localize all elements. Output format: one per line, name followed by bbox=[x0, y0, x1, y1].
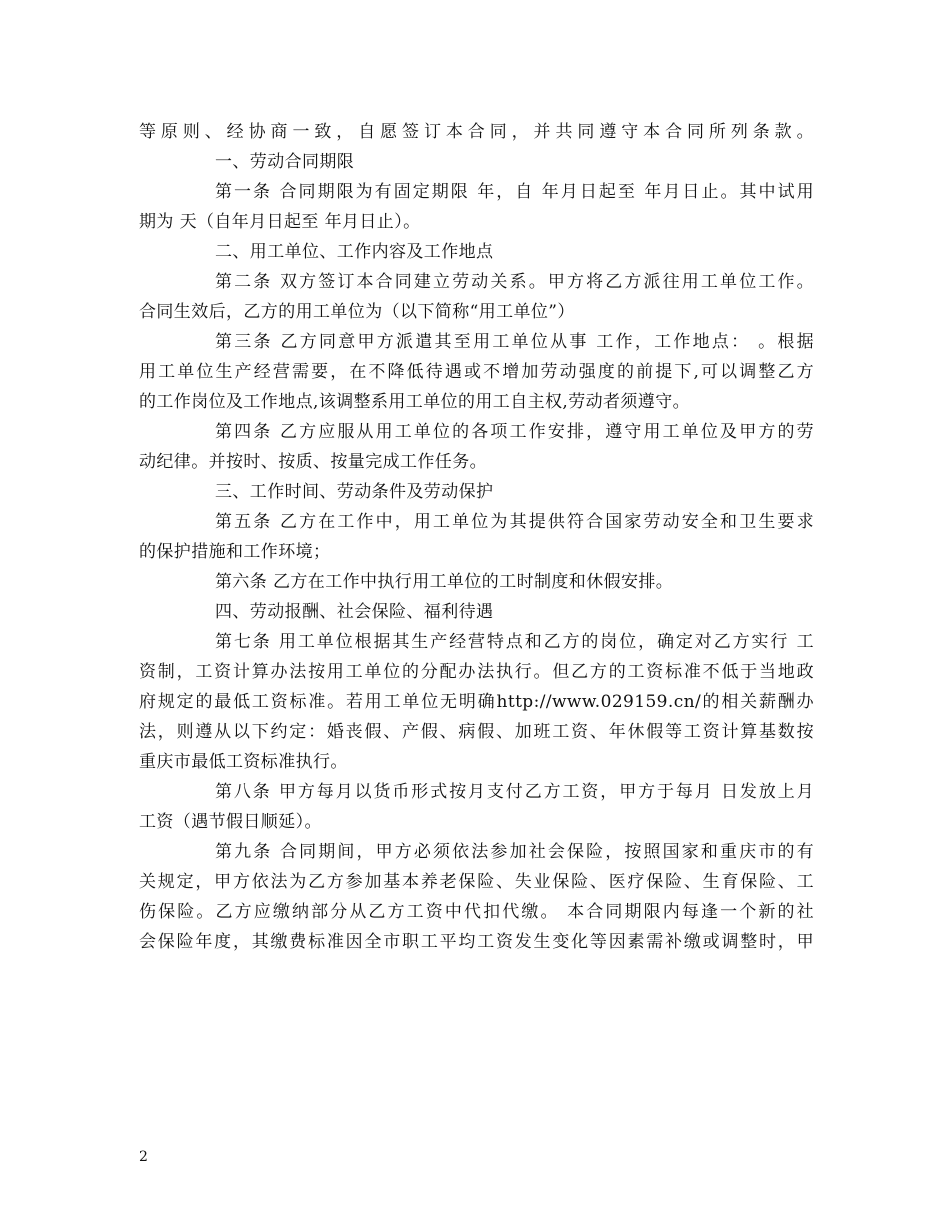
body-line: 伤保险。乙方应缴纳部分从乙方工资中代扣代缴。 本合同期限内每逢一个新的社 bbox=[139, 902, 814, 922]
section-heading: 一、劳动合同期限 bbox=[215, 152, 355, 172]
body-line: 第五条 乙方在工作中，用工单位为其提供符合国家劳动安全和卫生要求 bbox=[215, 512, 814, 532]
body-line: 的工作岗位及工作地点,该调整系用工单位的用工自主权,劳动者须遵守。 bbox=[139, 392, 691, 412]
body-line: 等原则、经协商一致，自愿签订本合同，并共同遵守本合同所列条款。 bbox=[139, 122, 814, 142]
body-line: 第四条 乙方应服从用工单位的各项工作安排，遵守用工单位及甲方的劳 bbox=[215, 422, 814, 442]
body-line: 第六条 乙方在工作中执行用工单位的工时制度和休假安排。 bbox=[215, 572, 674, 592]
body-line: 第一条 合同期限为有固定期限 年，自 年月日起至 年月日止。其中试用 bbox=[215, 182, 814, 202]
section-heading: 三、工作时间、劳动条件及劳动保护 bbox=[215, 482, 494, 502]
body-line: 动纪律。并按时、按质、按量完成工作任务。 bbox=[139, 452, 487, 472]
body-line: 重庆市最低工资标准执行。 bbox=[139, 752, 348, 772]
body-line: 用工单位生产经营需要，在不降低待遇或不增加劳动强度的前提下,可以调整乙方 bbox=[139, 362, 814, 382]
body-line: 第三条 乙方同意甲方派遣其至用工单位从事 工作，工作地点： 。根据 bbox=[215, 332, 814, 352]
page-number: 2 bbox=[139, 1149, 148, 1165]
body-line: 会保险年度，其缴费标准因全市职工平均工资发生变化等因素需补缴或调整时，甲 bbox=[139, 932, 814, 952]
body-line: 府规定的最低工资标准。若用工单位无明确http://www.029159.cn/的相关薪酬办 bbox=[139, 692, 814, 712]
body-line: 的保护措施和工作环境； bbox=[139, 542, 331, 562]
document-body bbox=[139, 117, 814, 957]
body-line: 第九条 合同期间，甲方必须依法参加社会保险，按照国家和重庆市的有 bbox=[215, 842, 814, 862]
body-line: 工资（遇节假日顺延）。 bbox=[139, 812, 322, 832]
body-line: 第八条 甲方每月以货币形式按月支付乙方工资，甲方于每月 日发放上月 bbox=[215, 782, 814, 802]
body-line: 第七条 用工单位根据其生产经营特点和乙方的岗位，确定对乙方实行 工 bbox=[215, 632, 814, 652]
body-line: 资制，工资计算办法按用工单位的分配办法执行。但乙方的工资标准不低于当地政 bbox=[139, 662, 814, 682]
body-line: 期为 天（自年月日起至 年月日止）。 bbox=[139, 212, 421, 232]
body-line: 第二条 双方签订本合同建立劳动关系。甲方将乙方派往用工单位工作。 bbox=[215, 272, 814, 292]
body-line: 法，则遵从以下约定：婚丧假、产假、病假、加班工资、年休假等工资计算基数按 bbox=[139, 722, 814, 742]
section-heading: 四、劳动报酬、社会保险、福利待遇 bbox=[215, 602, 494, 622]
section-heading: 二、用工单位、工作内容及工作地点 bbox=[215, 242, 494, 262]
body-line: 合同生效后，乙方的用工单位为（以下简称“用工单位”） bbox=[139, 302, 575, 322]
body-line: 关规定，甲方依法为乙方参加基本养老保险、失业保险、医疗保险、生育保险、工 bbox=[139, 872, 814, 892]
